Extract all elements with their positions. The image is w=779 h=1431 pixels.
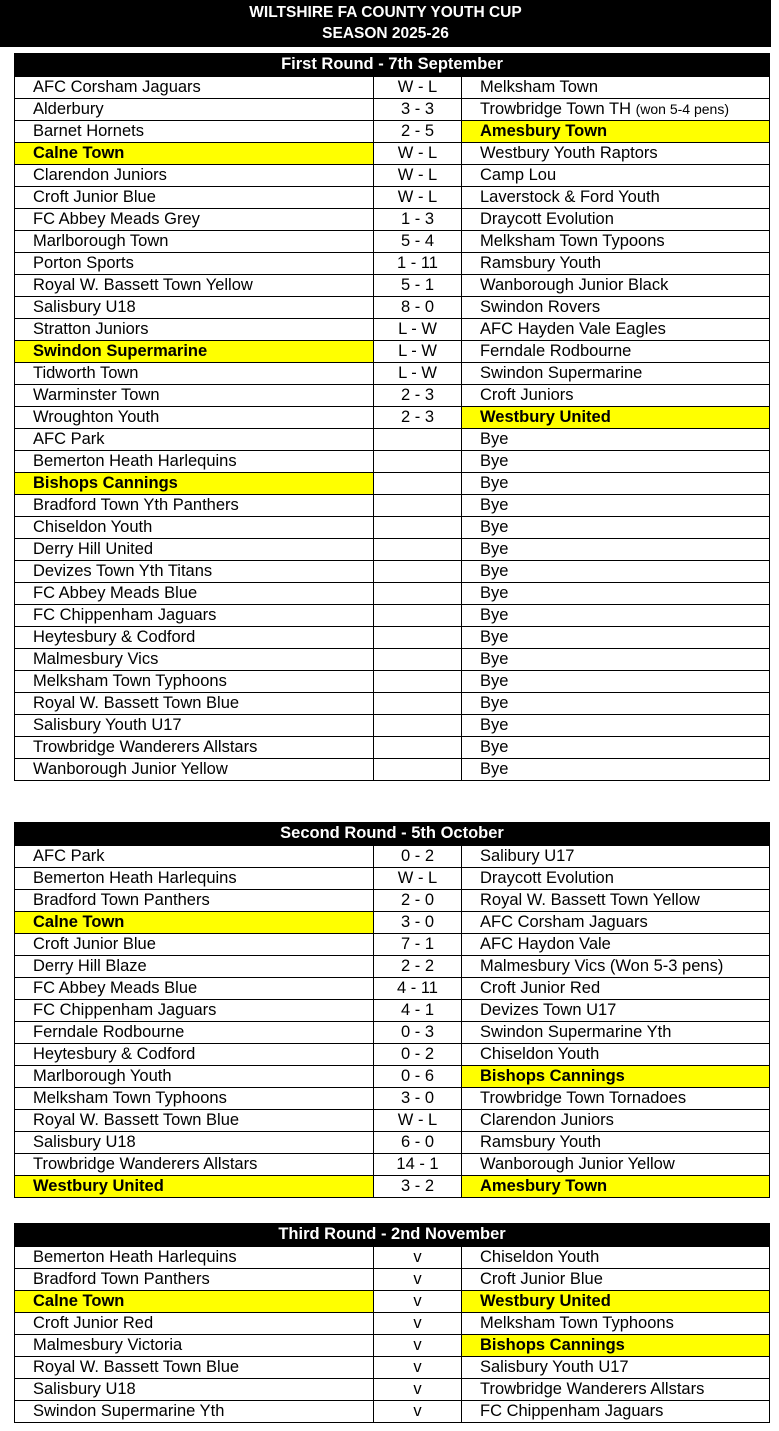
season-label: SEASON 2025-26	[322, 25, 449, 42]
away-team	[462, 99, 770, 121]
fixture-row	[15, 1022, 770, 1044]
away-team-name: Wanborough Junior Yellow	[480, 1155, 675, 1173]
fixture-row	[15, 1132, 770, 1154]
home-team: FC Abbey Meads Grey	[15, 209, 374, 231]
home-team: Bemerton Heath Harlequins	[15, 1247, 374, 1269]
away-team	[462, 231, 770, 253]
away-team-name: Wanborough Junior Black	[480, 276, 669, 294]
fixture-row	[15, 1401, 770, 1423]
score: v	[374, 1335, 462, 1357]
score: 14 - 1	[374, 1154, 462, 1176]
score: 8 - 0	[374, 297, 462, 319]
away-team	[462, 1269, 770, 1291]
away-team	[462, 407, 770, 429]
fixture-row	[15, 77, 770, 99]
fixture-row	[15, 561, 770, 583]
fixture-row	[15, 1066, 770, 1088]
away-team-name: Bye	[480, 628, 509, 646]
fixtures-table	[14, 76, 770, 781]
away-team-name: FC Chippenham Jaguars	[480, 1402, 664, 1420]
away-team-name: Salisbury Youth U17	[480, 1358, 629, 1376]
home-team: Chiseldon Youth	[15, 517, 374, 539]
fixture-row	[15, 934, 770, 956]
fixture-row	[15, 407, 770, 429]
home-team: AFC Corsham Jaguars	[15, 77, 374, 99]
score	[374, 671, 462, 693]
away-team	[462, 890, 770, 912]
fixture-row	[15, 363, 770, 385]
away-team-name: Melksham Town Typoons	[480, 232, 665, 250]
away-team	[462, 1176, 770, 1198]
fixture-row	[15, 846, 770, 868]
round-title: Second Round - 5th October	[14, 822, 770, 845]
score: 2 - 3	[374, 407, 462, 429]
home-team: Croft Junior Red	[15, 1313, 374, 1335]
away-team	[462, 561, 770, 583]
home-team: Wanborough Junior Yellow	[15, 759, 374, 781]
away-team	[462, 1401, 770, 1423]
fixture-row	[15, 297, 770, 319]
away-team	[462, 1088, 770, 1110]
score: 0 - 6	[374, 1066, 462, 1088]
fixture-row	[15, 649, 770, 671]
fixture-row	[15, 451, 770, 473]
score	[374, 451, 462, 473]
away-team-name: Bye	[480, 496, 509, 514]
fixture-row	[15, 1088, 770, 1110]
score: 2 - 0	[374, 890, 462, 912]
home-team: Wroughton Youth	[15, 407, 374, 429]
away-team	[462, 1379, 770, 1401]
fixture-row	[15, 473, 770, 495]
fixture-row	[15, 341, 770, 363]
home-team: Malmesbury Victoria	[15, 1335, 374, 1357]
fixture-row	[15, 1269, 770, 1291]
home-team: Swindon Supermarine	[15, 341, 374, 363]
round-title: Third Round - 2nd November	[14, 1223, 770, 1246]
fixture-row	[15, 385, 770, 407]
fixture-row	[15, 1357, 770, 1379]
fixture-row	[15, 165, 770, 187]
away-team	[462, 209, 770, 231]
score: 1 - 11	[374, 253, 462, 275]
home-team: Bishops Cannings	[15, 473, 374, 495]
score	[374, 759, 462, 781]
fixture-row	[15, 121, 770, 143]
score: 2 - 2	[374, 956, 462, 978]
score	[374, 561, 462, 583]
score: 3 - 0	[374, 1088, 462, 1110]
home-team: Warminster Town	[15, 385, 374, 407]
away-team	[462, 1022, 770, 1044]
away-team	[462, 1066, 770, 1088]
away-team	[462, 451, 770, 473]
fixture-row	[15, 319, 770, 341]
home-team: FC Abbey Meads Blue	[15, 583, 374, 605]
away-team	[462, 363, 770, 385]
away-team-name: Bishops Cannings	[480, 1336, 625, 1354]
score: L - W	[374, 319, 462, 341]
fixture-row	[15, 605, 770, 627]
fixture-row	[15, 1154, 770, 1176]
score: W - L	[374, 1110, 462, 1132]
score: 0 - 3	[374, 1022, 462, 1044]
score: W - L	[374, 77, 462, 99]
away-team-name: Swindon Supermarine	[480, 364, 643, 382]
away-team	[462, 319, 770, 341]
third-round-section	[14, 1223, 770, 1423]
score	[374, 737, 462, 759]
away-team	[462, 1247, 770, 1269]
away-team	[462, 1154, 770, 1176]
away-team-name: Royal W. Bassett Town Yellow	[480, 891, 700, 909]
home-team: Marlborough Youth	[15, 1066, 374, 1088]
home-team: Heytesbury & Codford	[15, 627, 374, 649]
score: W - L	[374, 165, 462, 187]
home-team: Royal W. Bassett Town Blue	[15, 1357, 374, 1379]
fixture-row	[15, 253, 770, 275]
home-team: Melksham Town Typhoons	[15, 1088, 374, 1110]
home-team: Clarendon Juniors	[15, 165, 374, 187]
away-team-name: Ramsbury Youth	[480, 254, 602, 272]
away-team	[462, 605, 770, 627]
away-team	[462, 1044, 770, 1066]
away-team	[462, 1000, 770, 1022]
home-team: Calne Town	[15, 1291, 374, 1313]
home-team: Trowbridge Wanderers Allstars	[15, 737, 374, 759]
home-team: FC Chippenham Jaguars	[15, 605, 374, 627]
away-team	[462, 1291, 770, 1313]
away-team-name: Draycott Evolution	[480, 869, 614, 887]
away-team-name: Trowbridge Wanderers Allstars	[480, 1380, 705, 1398]
away-team-name: Melksham Town Typhoons	[480, 1314, 674, 1332]
fixture-row	[15, 627, 770, 649]
home-team: Marlborough Town	[15, 231, 374, 253]
score: v	[374, 1357, 462, 1379]
away-team-name: Amesbury Town	[480, 1177, 608, 1195]
away-team-name: Westbury United	[480, 1292, 611, 1310]
away-team	[462, 275, 770, 297]
away-team	[462, 539, 770, 561]
away-team	[462, 495, 770, 517]
away-team-name: Ferndale Rodbourne	[480, 342, 632, 360]
away-team-name: Trowbridge Town Tornadoes	[480, 1089, 687, 1107]
fixture-row	[15, 956, 770, 978]
home-team: Bradford Town Panthers	[15, 890, 374, 912]
fixture-row	[15, 1291, 770, 1313]
home-team: Salisbury U18	[15, 297, 374, 319]
score: v	[374, 1379, 462, 1401]
home-team: Bradford Town Panthers	[15, 1269, 374, 1291]
away-team-name: Melksham Town	[480, 78, 598, 96]
fixture-row	[15, 275, 770, 297]
fixture-row	[15, 143, 770, 165]
fixture-row	[15, 1176, 770, 1198]
away-team-name: Bye	[480, 606, 509, 624]
away-team	[462, 737, 770, 759]
away-team	[462, 77, 770, 99]
score: L - W	[374, 341, 462, 363]
home-team: Royal W. Bassett Town Blue	[15, 693, 374, 715]
away-team	[462, 297, 770, 319]
score	[374, 605, 462, 627]
away-team	[462, 934, 770, 956]
away-team-name: Camp Lou	[480, 166, 557, 184]
away-team	[462, 253, 770, 275]
home-team: Derry Hill Blaze	[15, 956, 374, 978]
home-team: Devizes Town Yth Titans	[15, 561, 374, 583]
home-team: Royal W. Bassett Town Blue	[15, 1110, 374, 1132]
score: W - L	[374, 143, 462, 165]
away-team-name: Chiseldon Youth	[480, 1248, 600, 1266]
home-team: Calne Town	[15, 143, 374, 165]
score: 7 - 1	[374, 934, 462, 956]
fixture-row	[15, 187, 770, 209]
away-team	[462, 341, 770, 363]
fixtures-table	[14, 1246, 770, 1423]
home-team: Salisbury U18	[15, 1132, 374, 1154]
away-team-name: Malmesbury Vics (Won 5-3 pens)	[480, 957, 724, 975]
away-team-name: Croft Juniors	[480, 386, 574, 404]
round-title: First Round - 7th September	[14, 53, 770, 76]
home-team: Croft Junior Blue	[15, 187, 374, 209]
fixture-row	[15, 868, 770, 890]
fixture-row	[15, 517, 770, 539]
fixture-row	[15, 1247, 770, 1269]
away-team	[462, 121, 770, 143]
away-team	[462, 671, 770, 693]
score	[374, 429, 462, 451]
away-team	[462, 912, 770, 934]
fixture-row	[15, 209, 770, 231]
fixture-row	[15, 715, 770, 737]
home-team: FC Abbey Meads Blue	[15, 978, 374, 1000]
fixture-row	[15, 1313, 770, 1335]
away-team-name: Amesbury Town	[480, 122, 608, 140]
score: 0 - 2	[374, 846, 462, 868]
away-team	[462, 517, 770, 539]
away-team-name: Clarendon Juniors	[480, 1111, 614, 1129]
fixture-row	[15, 231, 770, 253]
away-team	[462, 627, 770, 649]
home-team: Salisbury U18	[15, 1379, 374, 1401]
home-team: Trowbridge Wanderers Allstars	[15, 1154, 374, 1176]
fixture-row	[15, 912, 770, 934]
score: v	[374, 1269, 462, 1291]
score	[374, 627, 462, 649]
score: 5 - 4	[374, 231, 462, 253]
score: L - W	[374, 363, 462, 385]
away-team	[462, 1313, 770, 1335]
score	[374, 517, 462, 539]
score: 2 - 3	[374, 385, 462, 407]
home-team: Derry Hill United	[15, 539, 374, 561]
fixture-row	[15, 671, 770, 693]
home-team: AFC Park	[15, 429, 374, 451]
fixture-row	[15, 978, 770, 1000]
home-team: Bemerton Heath Harlequins	[15, 868, 374, 890]
score	[374, 495, 462, 517]
away-team-name: AFC Corsham Jaguars	[480, 913, 648, 931]
away-team	[462, 1357, 770, 1379]
away-team-name: Westbury United	[480, 408, 611, 426]
away-team-name: AFC Haydon Vale	[480, 935, 611, 953]
away-team-name: Trowbridge Town TH	[480, 100, 632, 118]
home-team: Croft Junior Blue	[15, 934, 374, 956]
score: 6 - 0	[374, 1132, 462, 1154]
fixture-row	[15, 890, 770, 912]
penalty-note: (won 5-4 pens)	[635, 101, 729, 117]
home-team: AFC Park	[15, 846, 374, 868]
score: 3 - 2	[374, 1176, 462, 1198]
first-round-section	[14, 53, 770, 781]
away-team-name: Bye	[480, 562, 509, 580]
away-team-name: Bye	[480, 518, 509, 536]
score: 4 - 11	[374, 978, 462, 1000]
away-team	[462, 143, 770, 165]
score	[374, 693, 462, 715]
away-team	[462, 583, 770, 605]
fixtures-table	[14, 845, 770, 1198]
fixture-row	[15, 583, 770, 605]
away-team	[462, 649, 770, 671]
away-team	[462, 385, 770, 407]
away-team-name: Swindon Rovers	[480, 298, 601, 316]
score	[374, 473, 462, 495]
home-team: Ferndale Rodbourne	[15, 1022, 374, 1044]
home-team: Barnet Hornets	[15, 121, 374, 143]
away-team-name: Bye	[480, 474, 509, 492]
score: 4 - 1	[374, 1000, 462, 1022]
away-team-name: Draycott Evolution	[480, 210, 614, 228]
home-team: Malmesbury Vics	[15, 649, 374, 671]
away-team	[462, 715, 770, 737]
away-team	[462, 759, 770, 781]
fixture-row	[15, 737, 770, 759]
score: 2 - 5	[374, 121, 462, 143]
away-team	[462, 165, 770, 187]
score	[374, 539, 462, 561]
home-team: Heytesbury & Codford	[15, 1044, 374, 1066]
score: 3 - 3	[374, 99, 462, 121]
fixture-row	[15, 495, 770, 517]
away-team-name: Bye	[480, 716, 509, 734]
away-team-name: Bye	[480, 672, 509, 690]
away-team-name: Bishops Cannings	[480, 1067, 625, 1085]
home-team: Alderbury	[15, 99, 374, 121]
home-team: Tidworth Town	[15, 363, 374, 385]
home-team: Bemerton Heath Harlequins	[15, 451, 374, 473]
fixture-row	[15, 759, 770, 781]
score: W - L	[374, 187, 462, 209]
away-team-name: Laverstock & Ford Youth	[480, 188, 660, 206]
score	[374, 649, 462, 671]
score	[374, 583, 462, 605]
away-team	[462, 846, 770, 868]
away-team	[462, 1110, 770, 1132]
away-team	[462, 693, 770, 715]
away-team	[462, 868, 770, 890]
home-team: Salisbury Youth U17	[15, 715, 374, 737]
fixture-row	[15, 99, 770, 121]
home-team: Royal W. Bassett Town Yellow	[15, 275, 374, 297]
fixture-row	[15, 429, 770, 451]
score: 0 - 2	[374, 1044, 462, 1066]
fixture-row	[15, 1379, 770, 1401]
away-team	[462, 1335, 770, 1357]
away-team-name: Bye	[480, 430, 509, 448]
away-team-name: Bye	[480, 738, 509, 756]
score: v	[374, 1313, 462, 1335]
fixture-row	[15, 1044, 770, 1066]
score: 3 - 0	[374, 912, 462, 934]
home-team: Westbury United	[15, 1176, 374, 1198]
home-team: Calne Town	[15, 912, 374, 934]
page-banner	[0, 0, 771, 47]
away-team-name: Croft Junior Blue	[480, 1270, 603, 1288]
away-team-name: Devizes Town U17	[480, 1001, 617, 1019]
page-title: WILTSHIRE FA COUNTY YOUTH CUP	[249, 4, 522, 21]
away-team-name: Ramsbury Youth	[480, 1133, 602, 1151]
fixture-row	[15, 1000, 770, 1022]
away-team-name: Swindon Supermarine Yth	[480, 1023, 672, 1041]
away-team	[462, 1132, 770, 1154]
home-team: Swindon Supermarine Yth	[15, 1401, 374, 1423]
away-team-name: Bye	[480, 584, 509, 602]
score	[374, 715, 462, 737]
home-team: Porton Sports	[15, 253, 374, 275]
away-team-name: Bye	[480, 540, 509, 558]
home-team: Bradford Town Yth Panthers	[15, 495, 374, 517]
home-team: Melksham Town Typhoons	[15, 671, 374, 693]
away-team-name: Westbury Youth Raptors	[480, 144, 658, 162]
away-team	[462, 978, 770, 1000]
score: 5 - 1	[374, 275, 462, 297]
score: 1 - 3	[374, 209, 462, 231]
fixture-row	[15, 539, 770, 561]
home-team: Stratton Juniors	[15, 319, 374, 341]
away-team-name: Bye	[480, 650, 509, 668]
away-team-name: AFC Hayden Vale Eagles	[480, 320, 666, 338]
fixture-row	[15, 1335, 770, 1357]
score: v	[374, 1247, 462, 1269]
away-team	[462, 473, 770, 495]
away-team	[462, 956, 770, 978]
second-round-section	[14, 822, 770, 1198]
home-team: FC Chippenham Jaguars	[15, 1000, 374, 1022]
fixture-row	[15, 1110, 770, 1132]
away-team-name: Salibury U17	[480, 847, 575, 865]
away-team	[462, 187, 770, 209]
fixture-row	[15, 693, 770, 715]
away-team-name: Bye	[480, 760, 509, 778]
score: v	[374, 1401, 462, 1423]
away-team-name: Bye	[480, 452, 509, 470]
score: v	[374, 1291, 462, 1313]
away-team-name: Bye	[480, 694, 509, 712]
away-team	[462, 429, 770, 451]
score: W - L	[374, 868, 462, 890]
away-team-name: Croft Junior Red	[480, 979, 601, 997]
away-team-name: Chiseldon Youth	[480, 1045, 600, 1063]
